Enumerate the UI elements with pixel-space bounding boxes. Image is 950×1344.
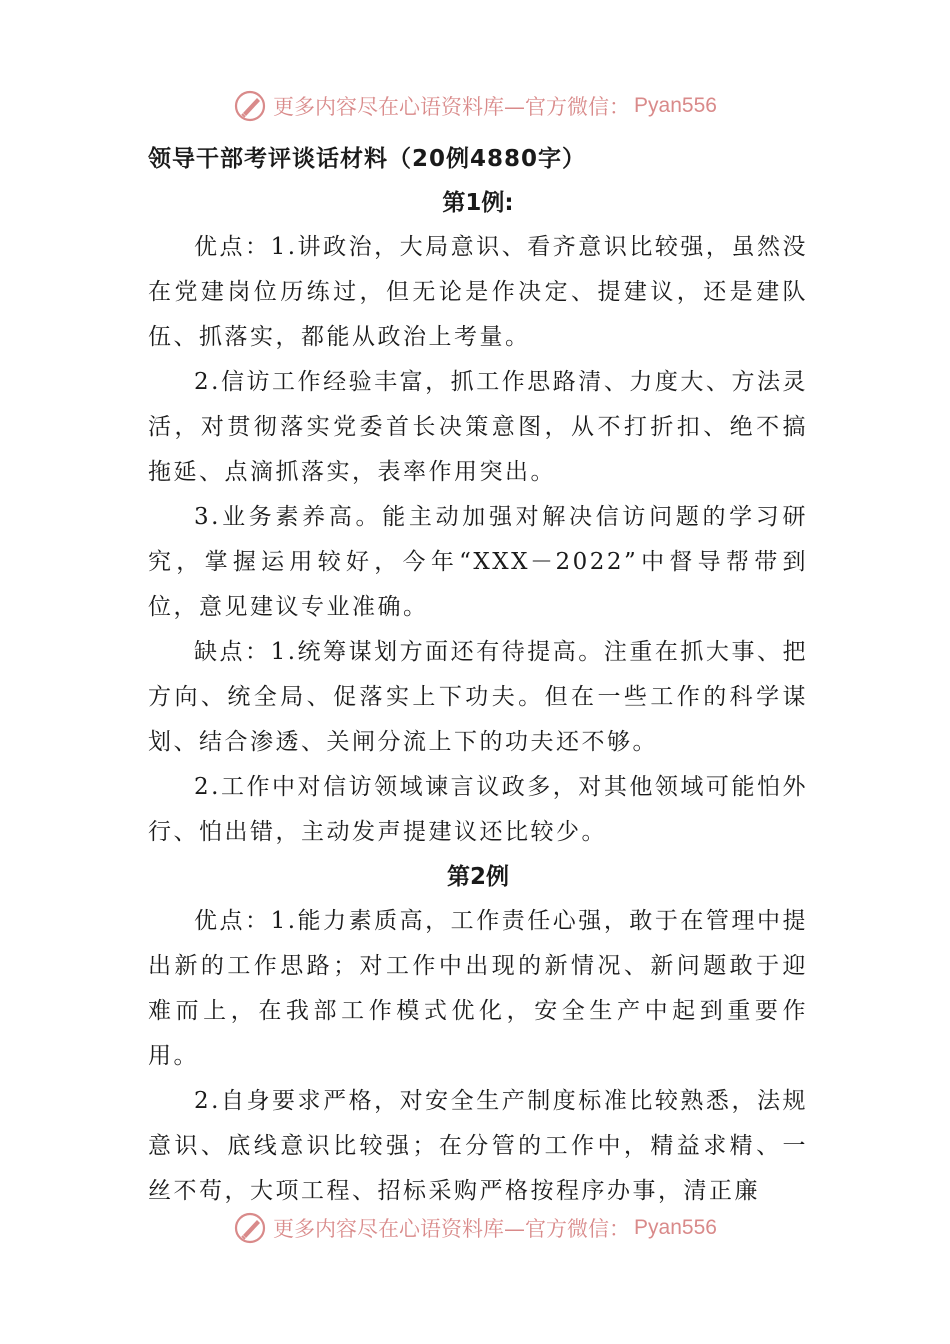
paragraph: 缺点：1.统筹谋划方面还有待提高。注重在抓大事、把方向、统全局、促落实上下功夫。但在一些工作的科学谋划、结合渗透、关闸分流上下的功夫还不够。 — [148, 639, 808, 755]
pen-circle-logo-icon — [233, 89, 267, 123]
wechat-id: Pyan556 — [634, 94, 717, 117]
document-title: 领导干部考评谈话材料（20例4880字） — [148, 146, 587, 172]
paragraph: 3.业务素养高。能主动加强对解决信访问题的学习研究，掌握运用较好，今年“XXX－2022”中督导帮带到位，意见建议专业准确。 — [148, 504, 808, 620]
section-heading-1: 第1例: — [442, 190, 514, 216]
document-body — [148, 137, 808, 1214]
wechat-id: Pyan556 — [634, 1216, 717, 1239]
paragraph: 2.自身要求严格，对安全生产制度标准比较熟悉，法规意识、底线意识比较强；在分管的工作中，精益求精、一丝不苟，大项工程、招标采购严格按程序办事，清正廉 — [148, 1088, 808, 1204]
paragraph: 优点：1.能力素质高，工作责任心强，敢于在管理中提出新的工作思路；对工作中出现的新情况、新问题敢于迎难而上，在我部工作模式优化，安全生产中起到重要作用。 — [148, 908, 808, 1069]
watermark-banner-bottom — [0, 1208, 950, 1248]
watermark-text: 更多内容尽在心语资料库—官方微信： — [273, 1217, 631, 1241]
section-heading-2: 第2例 — [446, 864, 509, 890]
pen-circle-logo-icon — [233, 1211, 267, 1245]
paragraph: 优点：1.讲政治，大局意识、看齐意识比较强，虽然没在党建岗位历练过，但无论是作决定、提建议，还是建队伍、抓落实，都能从政治上考量。 — [148, 234, 808, 350]
watermark-text: 更多内容尽在心语资料库—官方微信： — [273, 95, 631, 119]
watermark-banner-top — [0, 86, 950, 126]
paragraph: 2.工作中对信访领域谏言议政多，对其他领域可能怕外行、怕出错，主动发声提建议还比较少。 — [148, 774, 808, 845]
paragraph: 2.信访工作经验丰富，抓工作思路清、力度大、方法灵活，对贯彻落实党委首长决策意图，从不打折扣、绝不搞拖延、点滴抓落实，表率作用突出。 — [148, 369, 808, 485]
